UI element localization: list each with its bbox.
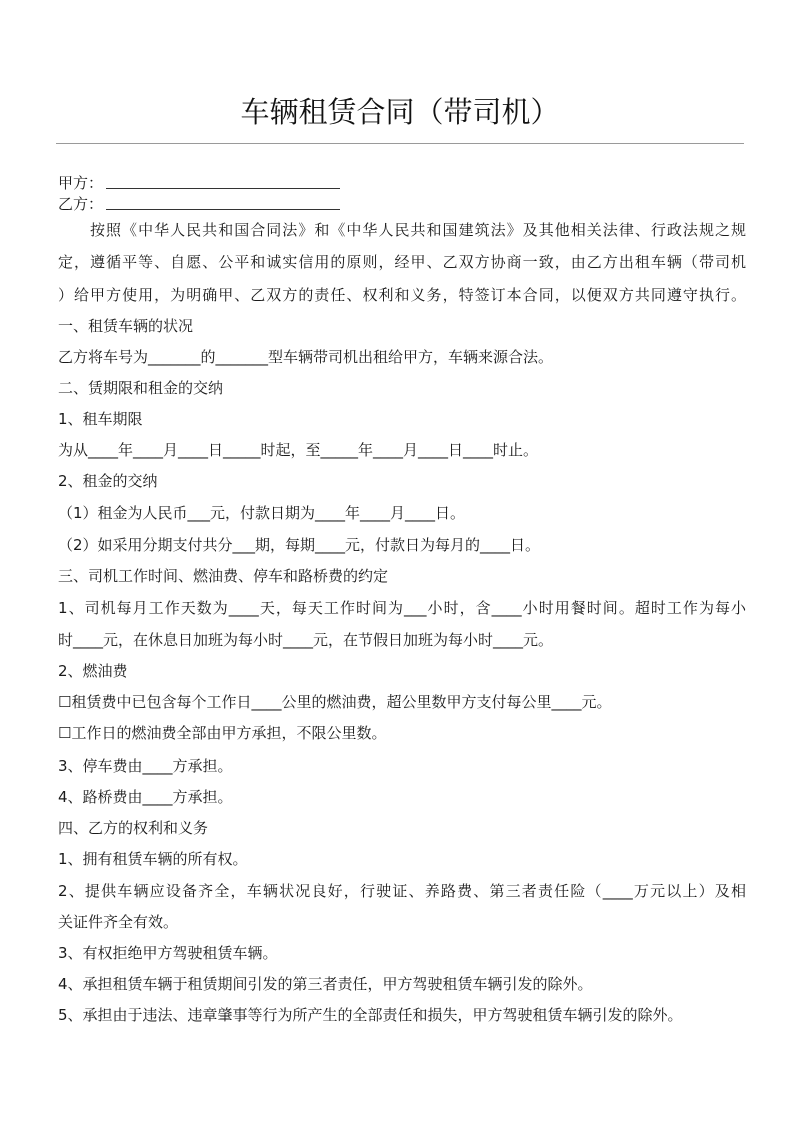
section-heading-vehicle: 一、租赁车辆的状况 <box>58 317 194 335</box>
clause-third-party-liability: 4、承担租赁车辆于租赁期间引发的第三者责任，甲方驾驶租赁车辆引发的除外。 <box>58 975 593 993</box>
subheading-rent-payment: 2、租金的交纳 <box>58 472 158 490</box>
intro-line-2: 定，遵循平等、自愿、公平和诚实信用的原则，经甲、乙双方协商一致，由乙方出租车辆（带司机 <box>58 253 746 271</box>
clause-refuse-driving: 3、有权拒绝甲方驾驶租赁车辆。 <box>58 944 278 962</box>
clause-installments: （2）如采用分期支付共分___期，每期____元，付款日为每月的____日。 <box>58 536 541 554</box>
clause-driver-hours-1: 1、司机每月工作天数为____天，每天工作时间为___小时，含____小时用餐时间。超时工作为每小 <box>58 599 746 617</box>
section-heading-driver-fees: 三、司机工作时间、燃油费、停车和路桥费的约定 <box>58 567 389 585</box>
title-divider <box>56 143 744 144</box>
intro-line-3: ）给甲方使用，为明确甲、乙双方的责任、权利和义务，特签订本合同，以便双方共同遵守执行。 <box>58 286 746 304</box>
section-heading-term-rent: 二、赁期限和租金的交纳 <box>58 379 224 397</box>
party-a-label: 甲方： <box>58 174 104 192</box>
intro-line-1: 按照《中华人民共和国合同法》和《中华人民共和国建筑法》及其他相关法律、行政法规之规 <box>90 221 746 239</box>
section-heading-party-b-rights: 四、乙方的权利和义务 <box>58 819 209 837</box>
checkbox-clause-fuel-included[interactable]: ☐租赁费中已包含每个工作日____公里的燃油费，超公里数甲方支付每公里____元。 <box>58 693 612 711</box>
clause-rent-amount: （1）租金为人民币___元，付款日期为____年____月____日。 <box>58 504 466 522</box>
clause-violation-liability: 5、承担由于违法、违章肇事等行为所产生的全部责任和损失，甲方驾驶租赁车辆引发的除外。 <box>58 1006 683 1024</box>
clause-driver-hours-2: 时____元，在休息日加班为每小时____元，在节假日加班为每小时____元。 <box>58 631 554 649</box>
clause-rental-period: 为从____年____月____日_____时起，至_____年____月____日____时止。 <box>58 441 539 459</box>
party-b-blank[interactable] <box>106 209 340 210</box>
checkbox-clause-fuel-by-party-a[interactable]: ☐工作日的燃油费全部由甲方承担，不限公里数。 <box>58 724 387 742</box>
clause-toll-fee: 4、路桥费由____方承担。 <box>58 788 233 806</box>
subheading-rental-period: 1、租车期限 <box>58 410 143 428</box>
clause-ownership: 1、拥有租赁车辆的所有权。 <box>58 850 248 868</box>
clause-vehicle-info: 乙方将车号为_______的_______型车辆带司机出租给甲方，车辆来源合法。 <box>58 348 554 366</box>
clause-equipment-1: 2、提供车辆应设备齐全，车辆状况良好，行驶证、养路费、第三者责任险（____万元以上）及相 <box>58 882 746 900</box>
party-b-label: 乙方： <box>58 195 104 213</box>
subheading-fuel-fee: 2、燃油费 <box>58 662 128 680</box>
clause-equipment-2: 关证件齐全有效。 <box>58 913 179 931</box>
clause-parking-fee: 3、停车费由____方承担。 <box>58 757 233 775</box>
document-title: 车辆租赁合同（带司机） <box>240 95 560 129</box>
party-a-blank[interactable] <box>106 188 340 189</box>
